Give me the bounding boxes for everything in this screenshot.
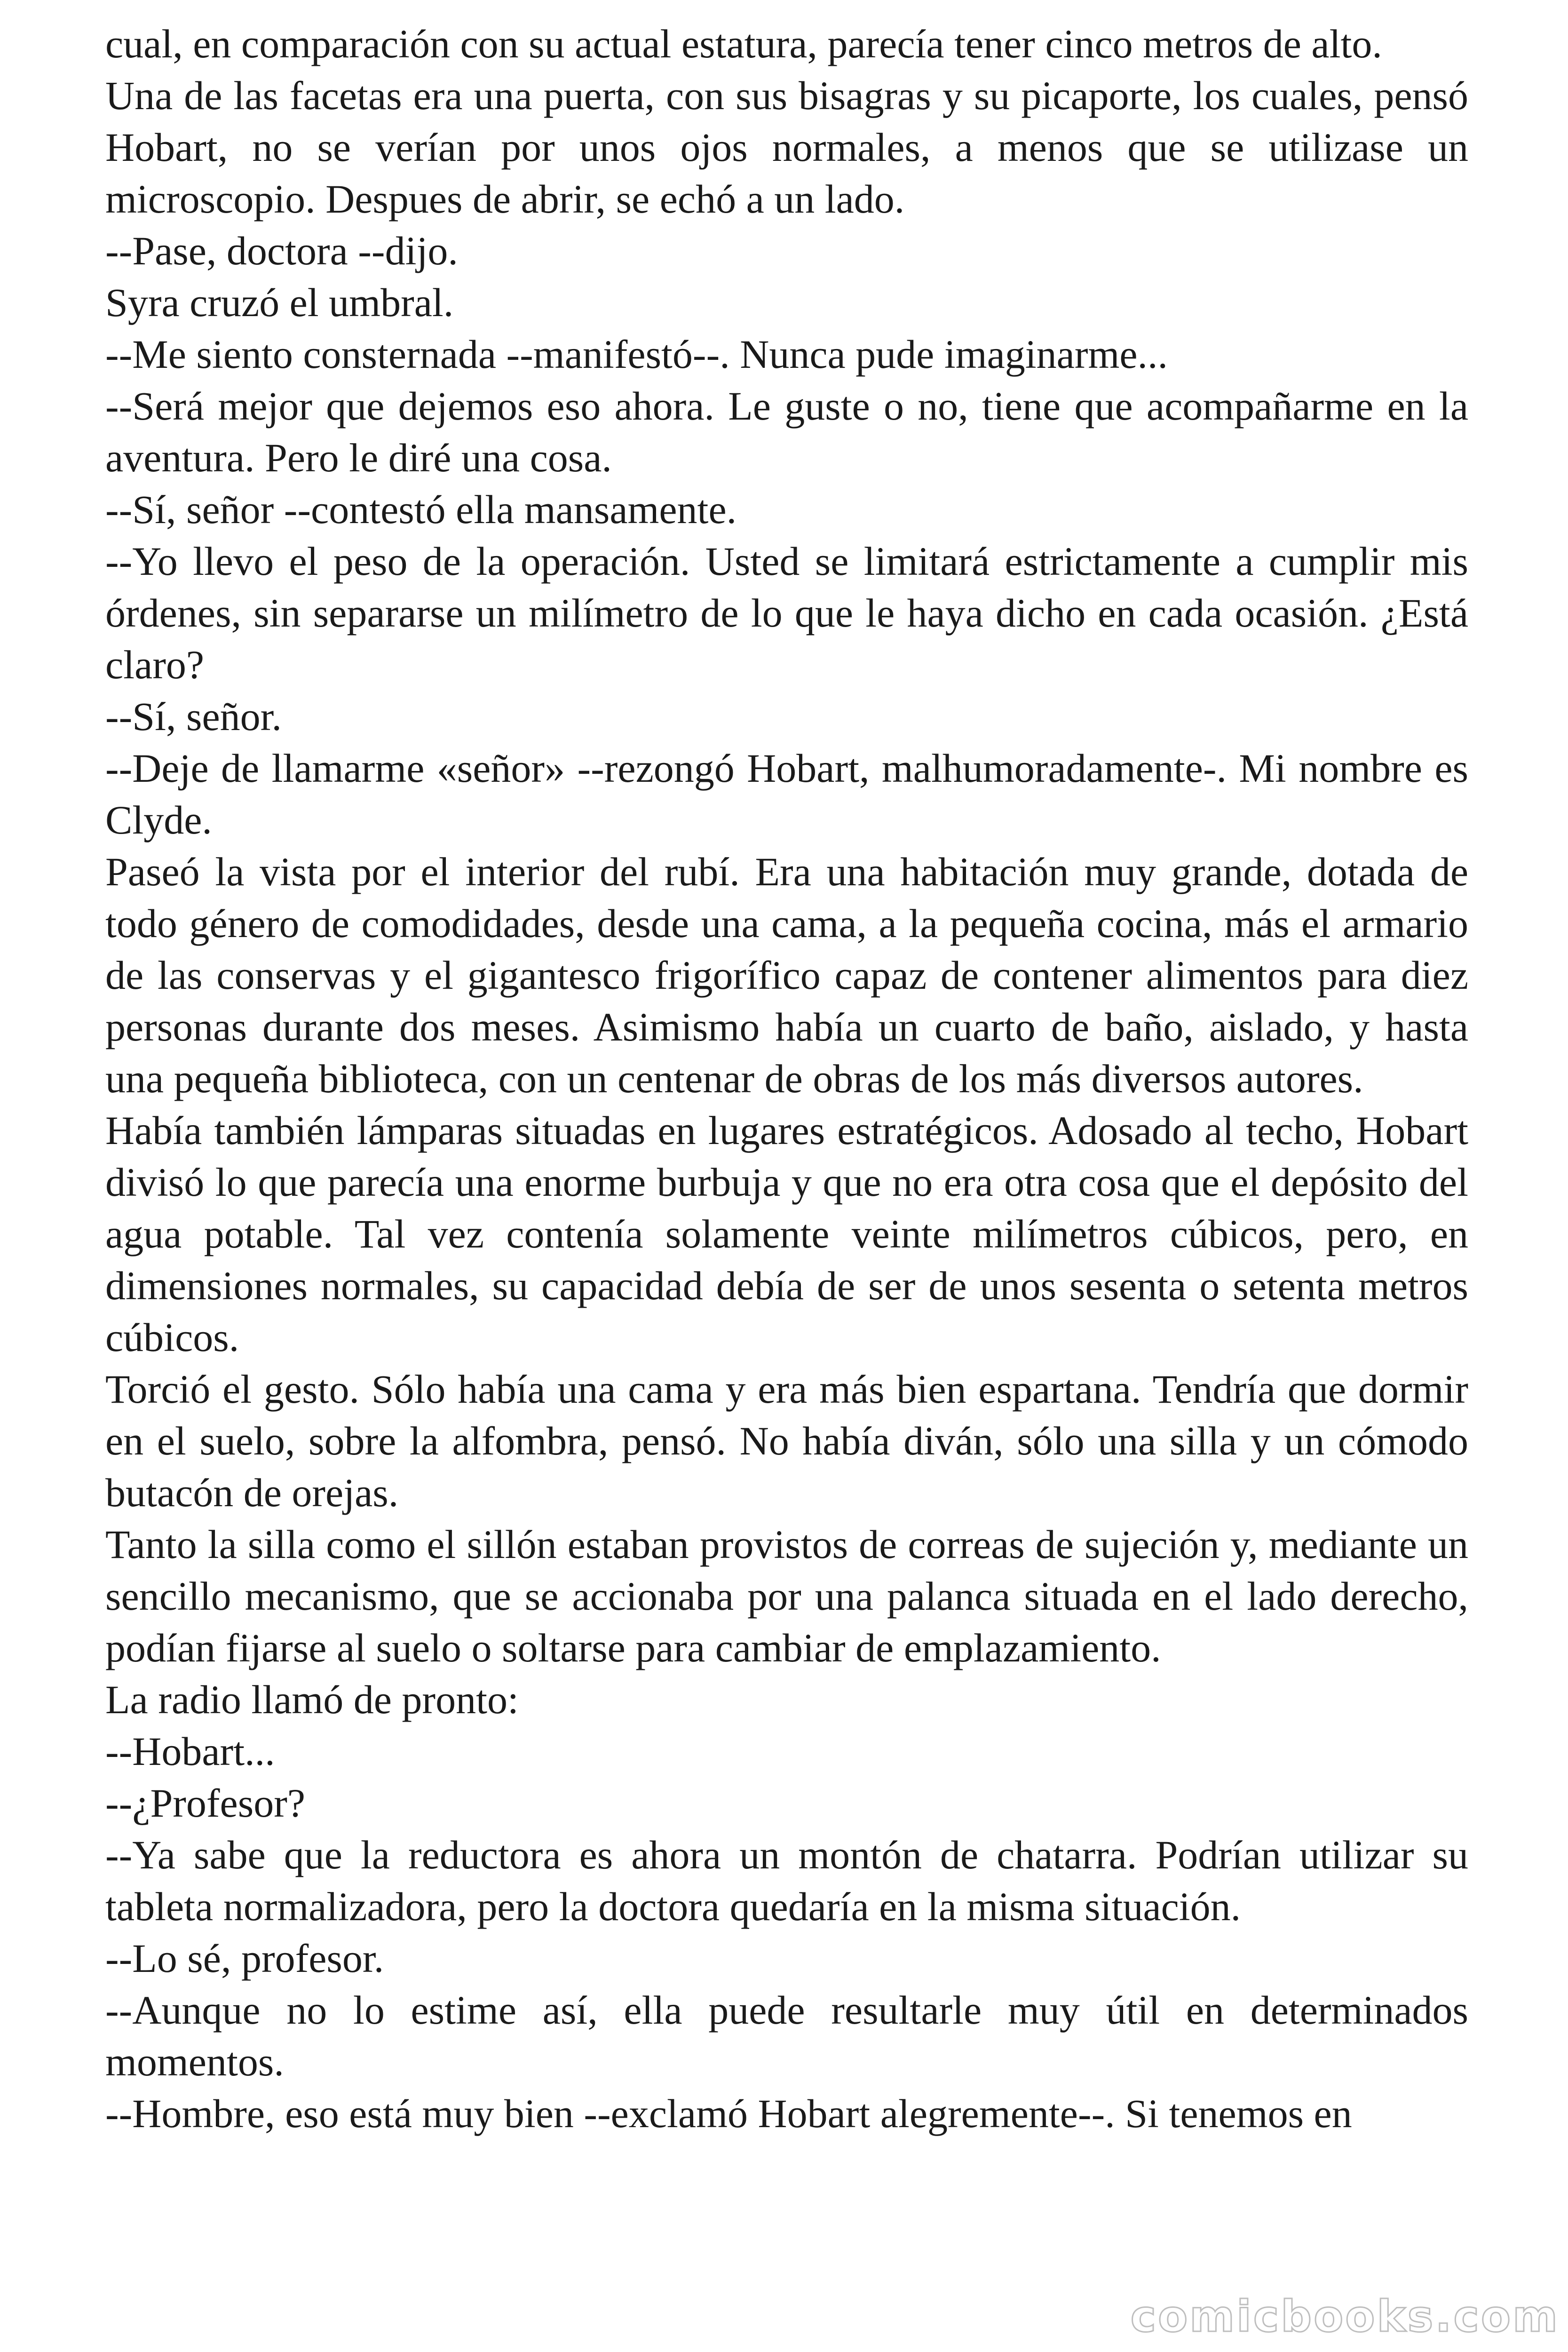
paragraph: --Ya sabe que la reductora es ahora un montón de chatarra. Podrían utilizar su tableta normalizadora, pero la doctora quedaría en la misma situación. (105, 1832, 1468, 1929)
paragraph: --Sí, señor --contestó ella mansamente. (105, 487, 737, 532)
paragraph: --Pase, doctora --dijo. (105, 228, 458, 273)
paragraph: --Sí, señor. (105, 694, 282, 739)
paragraph: --Lo sé, profesor. (105, 1936, 384, 1981)
paragraph: --Aunque no lo estime así, ella puede resultarle muy útil en determinados momentos. (105, 1987, 1468, 2084)
paragraph: --Me siento consternada --manifestó--. Nunca pude imaginarme... (105, 332, 1168, 377)
paragraph: --Será mejor que dejemos eso ahora. Le guste o no, tiene que acompañarme en la aventura. Pero le diré una cosa. (105, 383, 1468, 480)
paragraph: --Deje de llamarme «señor» --rezongó Hobart, malhumoradamente-. Mi nombre es Clyde. (105, 746, 1468, 842)
paragraph: Torció el gesto. Sólo había una cama y era más bien espartana. Tendría que dormir en el suelo, sobre la alfombra, pensó. No había diván, sólo una silla y un cómodo butacón de orejas. (105, 1367, 1468, 1515)
watermark: comicbooks.com (1130, 2291, 1560, 2342)
paragraph: --Hobart... (105, 1729, 275, 1774)
paragraph: --Yo llevo el peso de la operación. Usted se limitará estrictamente a cumplir mis órdenes, sin separarse un milímetro de lo que le haya dicho en cada ocasión. ¿Está claro? (105, 539, 1468, 687)
paragraph: Syra cruzó el umbral. (105, 280, 454, 325)
paragraph: cual, en comparación con su actual estatura, parecía tener cinco metros de alto. (105, 21, 1382, 66)
paragraph: Una de las facetas era una puerta, con sus bisagras y su picaporte, los cuales, pensó Hobart, no se verían por unos ojos normales, a menos que se utilizase un microscopio. Despues de abrir, se echó a un lado. (105, 73, 1468, 222)
paragraph: La radio llamó de pronto: (105, 1677, 519, 1722)
paragraph: Tanto la silla como el sillón estaban provistos de correas de sujeción y, mediante un sencillo mecanismo, que se accionaba por una palanca situada en el lado derecho, podían fijarse al suelo o soltarse para cambiar de emplazamiento. (105, 1522, 1468, 1670)
paragraph: Había también lámparas situadas en lugares estratégicos. Adosado al techo, Hobart divisó lo que parecía una enorme burbuja y que no era otra cosa que el depósito del agua potable. Tal vez contenía solamente veinte milímetros cúbicos, pero, en dimensiones normales, su capacidad debía de ser de unos sesenta o setenta metros cúbicos. (105, 1108, 1468, 1360)
paragraph: --¿Profesor? (105, 1780, 306, 1826)
page-text (105, 18, 1468, 2139)
paragraph: --Hombre, eso está muy bien --exclamó Hobart alegremente--. Si tenemos en (105, 2091, 1352, 2136)
paragraph: Paseó la vista por el interior del rubí. Era una habitación muy grande, dotada de todo género de comodidades, desde una cama, a la pequeña cocina, más el armario de las conservas y el gigantesco frigorífico capaz de contener alimentos para diez personas durante dos meses. Asimismo había un cuarto de baño, aislado, y hasta una pequeña biblioteca, con un centenar de obras de los más diversos autores. (105, 849, 1468, 1101)
